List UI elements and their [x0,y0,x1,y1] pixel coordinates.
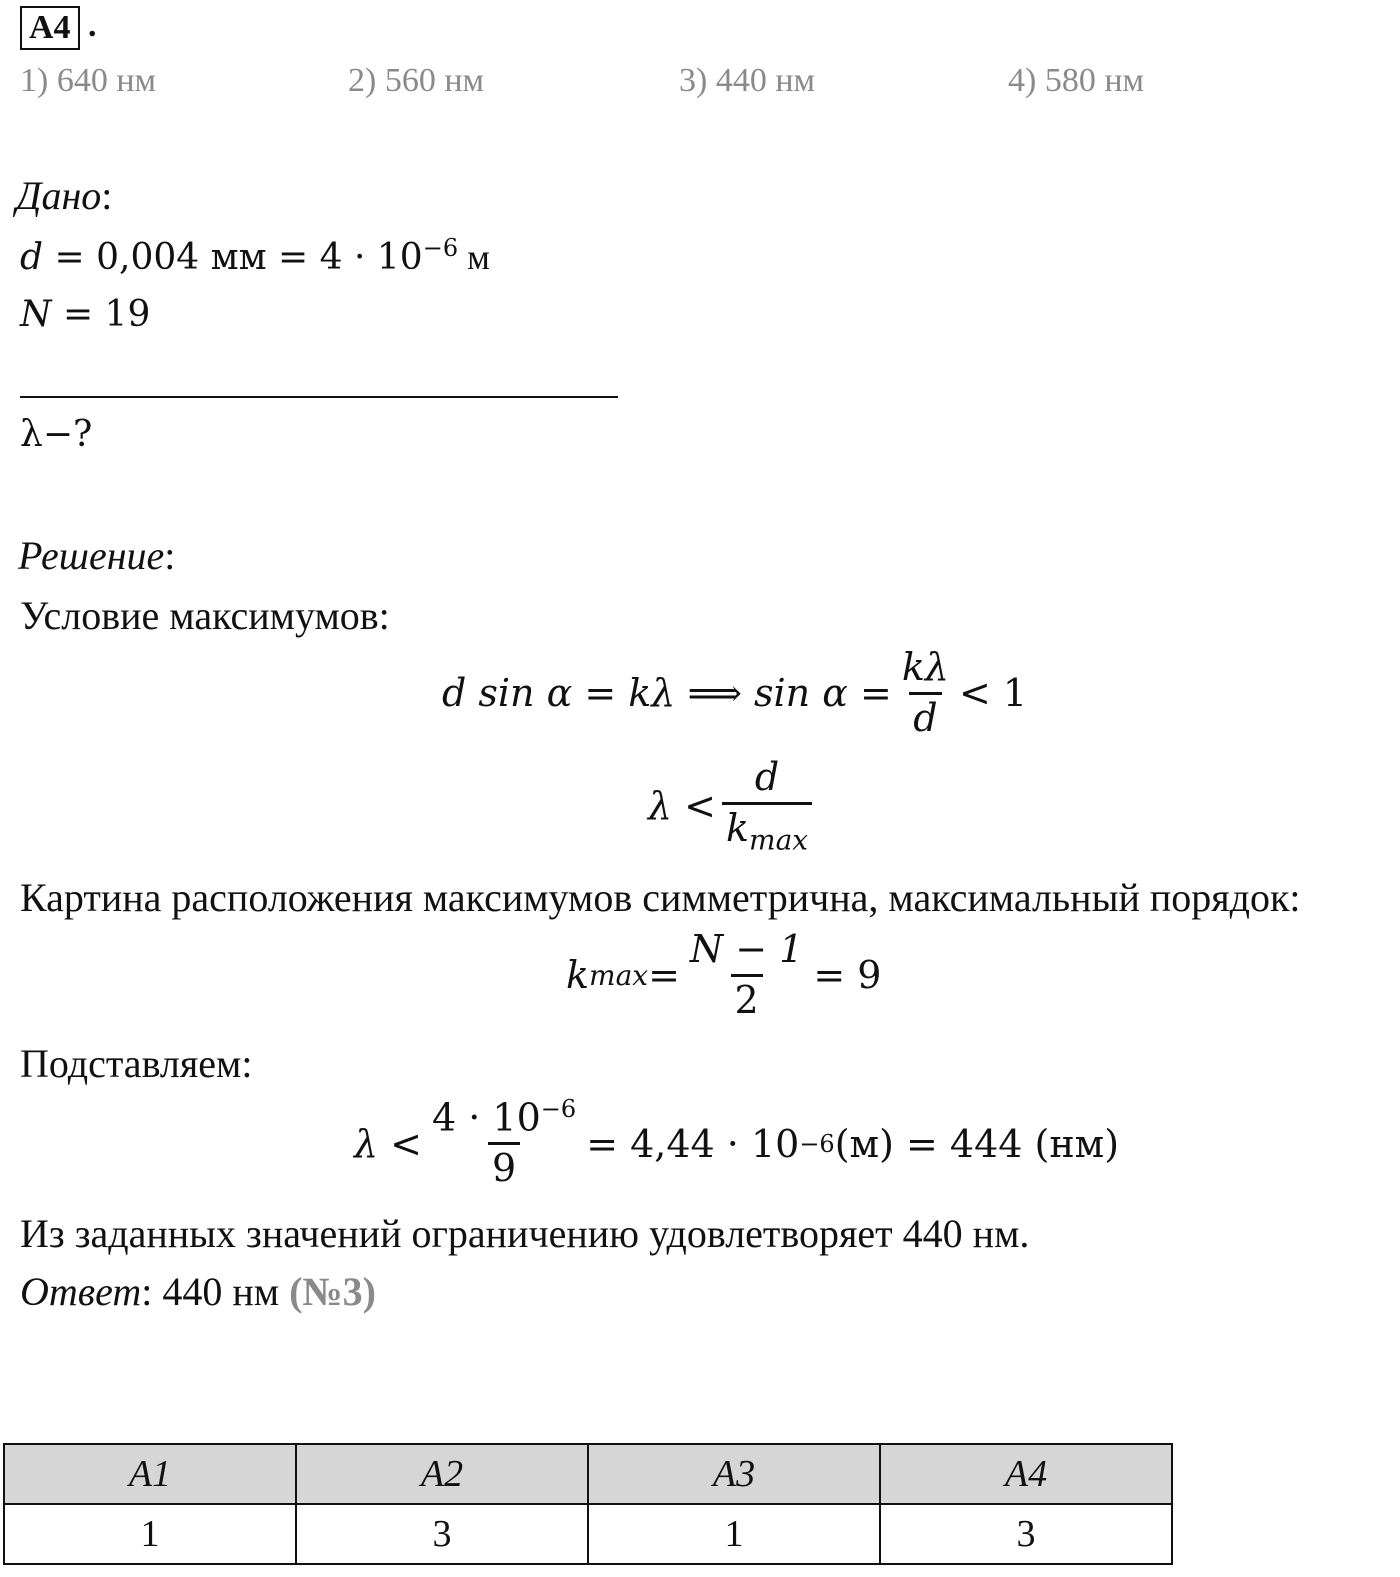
var-n: N [20,294,52,335]
task-number-box: А4 [20,6,80,50]
max-condition-text: Условие максимумов: [20,593,390,638]
table-row [4,1504,1172,1564]
table-header-cell: А1 [4,1444,296,1504]
given-d-unit: м [458,237,490,277]
eq4-left: λ < [354,1121,423,1166]
equation-kmax [566,928,881,1022]
eq4-right-a: = 4,44 · 10 [586,1121,800,1166]
conclusion-text: Из заданных значений ограничению удовлетворяет 440 нм. [20,1211,1030,1256]
table-header-row [4,1444,1172,1504]
eq4-denominator: 9 [488,1142,520,1191]
eq3-equals: = [648,953,680,998]
option-1: 1) 640 нм [20,62,157,99]
table-cell: 1 [4,1504,296,1564]
given-d-exponent: −6 [422,234,459,262]
given-heading [16,172,112,219]
eq1-numerator: kλ [901,645,949,689]
eq3-numerator [686,928,807,974]
eq4-numerator [428,1096,580,1142]
given-separator [20,396,618,398]
eq2-left: λ < [648,784,717,829]
eq2-numerator: d [754,755,780,799]
table-header-cell: А2 [296,1444,588,1504]
given-heading-label: Дано [16,173,102,218]
option-3: 3) 440 нм [679,62,816,99]
var-d: d [20,237,44,278]
find-lambda: λ−? [20,414,93,455]
answers-table [3,1443,1173,1565]
answer-value: 440 нм [152,1269,290,1314]
solution-heading-label: Решение [18,533,165,578]
eq4-right-b: (м) = 444 (нм) [834,1121,1120,1166]
eq3-numerator-text: N − 1 [689,927,804,971]
eq4-fraction [428,1096,580,1191]
eq2-den-sub: max [749,823,809,857]
table-cell: 3 [880,1504,1172,1564]
given-heading-colon: : [101,173,113,218]
solution-heading-colon: : [164,533,176,578]
eq1-left: d sin α = kλ ⟹ sin α = [442,671,892,716]
eq2-fraction [722,756,812,856]
answer-ref: (№3) [289,1269,376,1314]
table-header-cell: А3 [588,1444,880,1504]
table-cell: 3 [296,1504,588,1564]
eq1-fraction [898,646,953,740]
given-d-line [20,234,490,278]
task-number-dot: . [88,7,97,44]
equation-lambda-bound [648,756,818,856]
eq4-right-exp: −6 [799,1129,835,1158]
given-n-value: = 19 [51,294,151,335]
eq4-num-base: 4 · 10 [432,1095,541,1140]
symmetry-text: Картина расположения максимумов симметрична, максимальный порядок: [20,875,1301,920]
equation-max-condition [442,646,1027,740]
eq3-fraction [686,928,807,1022]
eq2-denominator [722,802,812,857]
answer-colon: : [141,1269,153,1314]
answer-line [20,1268,376,1315]
substitute-text: Подставляем: [20,1041,253,1086]
option-2: 2) 560 нм [348,62,485,99]
table-cell: 1 [588,1504,880,1564]
given-n-line [20,294,150,335]
eq2-den-k: k [726,805,750,850]
eq1-denominator: d [909,692,941,741]
eq3-denominator: 2 [731,974,763,1023]
option-4: 4) 580 нм [1008,62,1145,99]
solution-heading [18,532,175,579]
eq3-right: = 9 [813,953,882,998]
eq3-k: k [566,953,590,998]
eq1-right: < 1 [958,671,1028,716]
equation-substitution [354,1096,1119,1191]
given-d-value: = 0,004 мм = 4 · 10 [43,237,423,278]
eq4-num-exp: −6 [540,1095,577,1123]
answer-label: Ответ [20,1269,142,1314]
eq3-sub: max [589,958,649,992]
table-header-cell: А4 [880,1444,1172,1504]
